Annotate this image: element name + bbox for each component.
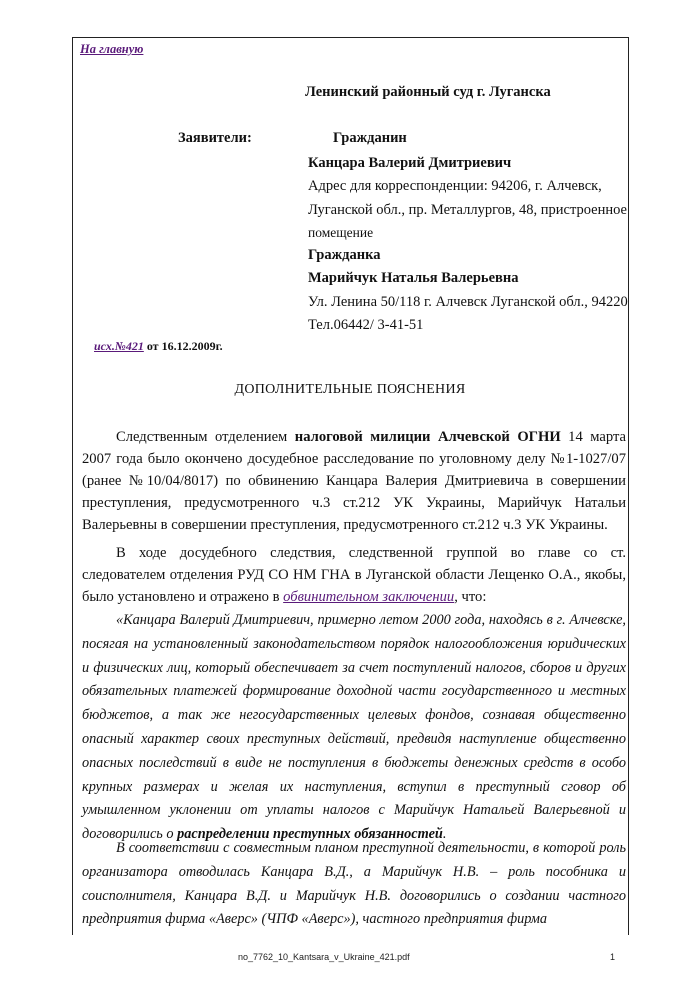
paragraph-1: [82, 426, 626, 536]
outgoing-number-link[interactable]: исх.№421: [94, 339, 144, 353]
quote1-end: .: [442, 826, 447, 843]
applicant2-phone: Тел.06442/ 3-41-51: [308, 317, 424, 333]
quote1-bold: распределении преступных обязанностей: [177, 826, 443, 843]
applicant2-address: Ул. Ленина 50/118 г. Алчевск Луганской обл., 94220: [308, 294, 628, 310]
outgoing-date: от 16.12.2009г.: [146, 339, 223, 353]
quote-2: [82, 837, 626, 932]
indictment-link[interactable]: обвинительном заключении: [283, 589, 455, 605]
paragraph2-text-b: , что:: [454, 589, 487, 605]
footer-filename: no_7762_10_Kantsara_v_Ukraine_421.pdf: [238, 952, 410, 962]
paragraph1-text-b: 14 марта 2007 года было окончено досудебное расследование по уголовному делу №1-1027/07 (ранее №10/04/8017) по обвинению Канцара Валерия Дмитриевича в совершении преступления, предусмотренного ч.3 ст.212 УК Украины, Марийчук Натальи Валерьевны в совершении преступления, предусмотренного ст.212 ч.3 УК Украины.: [82, 429, 626, 533]
applicant2-heading: Гражданка: [308, 247, 381, 263]
quote2-text: В соответствии с совместным планом преступной деятельности, в которой роль организатора отводилась Канцара В.Д., а Марийчук Н.В. – роль пособника и соисполнителя, Канцара В.Д. и Марийчук Н.В. договорились о создании частного предприятия фирма «Аверс» (ЧПФ «Аверс»), частного предприятия фирма: [82, 840, 626, 928]
applicant1-address-line3: помещение: [308, 225, 374, 240]
document-title: ДОПОЛНИТЕЛЬНЫЕ ПОЯСНЕНИЯ: [234, 382, 466, 397]
home-link[interactable]: На главную: [80, 42, 144, 56]
paragraph2-text-a: В ходе досудебного следствия, следственной группой во главе со ст. следователем отделения РУД СО НМ ГНА в Луганской области Лещенко О.А., якобы, было установлено и отражено в: [82, 545, 626, 605]
quote-1: [82, 609, 626, 847]
applicant1-address-line2: Луганской обл., пр. Металлургов, 48, пристроенное: [308, 202, 627, 218]
footer-page-number: 1: [610, 952, 616, 962]
applicant1-name: Канцара Валерий Дмитриевич: [308, 155, 512, 171]
outgoing-ref: [94, 339, 223, 354]
applicant1-address-line1: Адрес для корреспонденции: 94206, г. Алчевск,: [308, 178, 602, 194]
paragraph1-text-a: Следственным отделением: [116, 429, 295, 445]
quote1-text: «Канцара Валерий Дмитриевич, примерно летом 2000 года, находясь в г. Алчевске, посягая на установленный законодательством порядок налогообложения юридических и физических лиц, который обеспечивает за счет поступлений налогов, сборов и других обязательных платежей формирование доходной части государственного и местных бюджетов, а так же негосударственных целевых фондов, сознавая общественно опасный характер своих преступных действий, предвидя наступление общественно опасных последствий в виде не поступления в бюджеты денежных средств в особо крупных размерах и желая их наступления, вступил в преступный сговор об умышленном уклонении от уплаты налогов с Марийчук Натальей Валерьевной и договорились о: [82, 612, 626, 843]
applicant2-name: Марийчук Наталья Валерьевна: [308, 270, 519, 286]
applicant1-heading: Гражданин: [333, 130, 407, 146]
paragraph1-bold: налоговой милиции Алчевской ОГНИ: [294, 429, 561, 445]
applicants-label: Заявители:: [178, 130, 252, 146]
court-name: Ленинский районный суд г. Луганска: [305, 84, 551, 100]
paragraph-2: [82, 542, 626, 608]
